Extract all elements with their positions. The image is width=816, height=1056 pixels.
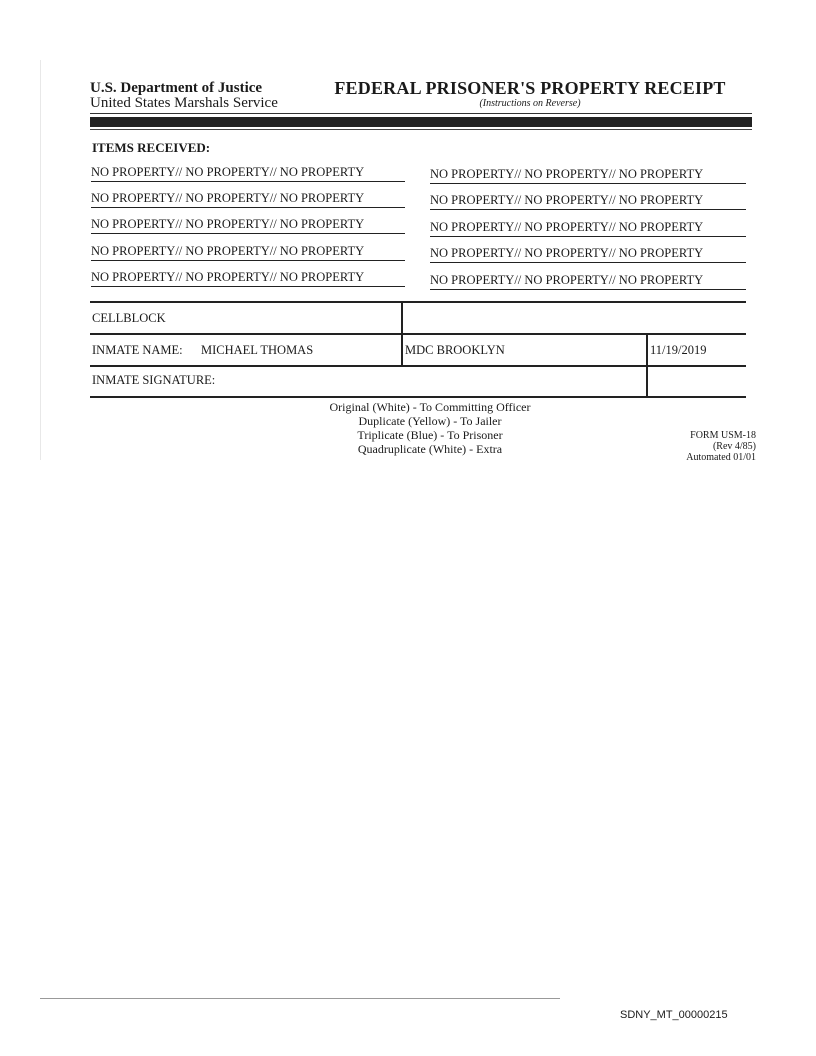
form-title: FEDERAL PRISONER'S PROPERTY RECEIPT: [334, 78, 726, 98]
grid-divider-center: [401, 301, 403, 365]
items-heading: ITEMS RECEIVED:: [92, 140, 211, 155]
distribution-line-2: Duplicate (Yellow) - To Jailer: [358, 414, 502, 428]
item-left-4: NO PROPERTY// NO PROPERTY// NO PROPERTY: [91, 242, 405, 261]
form-number: FORM USM-18: [690, 430, 756, 441]
grid-line-top: [90, 301, 746, 303]
header-rule-bottom: [90, 129, 752, 130]
item-right-2: NO PROPERTY// NO PROPERTY// NO PROPERTY: [430, 191, 746, 210]
item-left-3: NO PROPERTY// NO PROPERTY// NO PROPERTY: [91, 215, 405, 234]
agency-name: U.S. Department of Justice: [90, 80, 263, 96]
inmate-name-value: MICHAEL THOMAS: [201, 343, 314, 357]
date-value: 11/19/2019: [650, 343, 707, 357]
cellblock-label: CELLBLOCK: [92, 311, 166, 325]
inmate-name-label: INMATE NAME:: [92, 343, 183, 357]
grid-line-bottom: [90, 396, 746, 398]
inmate-signature-label: INMATE SIGNATURE:: [92, 373, 216, 387]
header-rule-top: [90, 113, 752, 114]
facility-value: MDC BROOKLYN: [405, 343, 505, 357]
item-right-1: NO PROPERTY// NO PROPERTY// NO PROPERTY: [430, 165, 746, 184]
bates-number: SDNY_MT_00000215: [620, 1009, 728, 1021]
item-left-2: NO PROPERTY// NO PROPERTY// NO PROPERTY: [91, 189, 405, 208]
item-right-3: NO PROPERTY// NO PROPERTY// NO PROPERTY: [430, 218, 746, 237]
form-automated: Automated 01/01: [686, 452, 756, 463]
distribution-line-1: Original (White) - To Committing Officer: [329, 400, 531, 414]
grid-line-2: [90, 333, 746, 335]
item-right-4: NO PROPERTY// NO PROPERTY// NO PROPERTY: [430, 244, 746, 263]
form-revision: (Rev 4/85): [712, 441, 756, 452]
header-rule-thick: [90, 117, 752, 127]
scan-margin-mark: [40, 60, 41, 460]
grid-divider-right: [646, 333, 648, 396]
agency-service: United States Marshals Service: [90, 95, 278, 111]
distribution-line-4: Quadruplicate (White) - Extra: [357, 442, 503, 456]
footer-rule: [40, 998, 560, 999]
item-right-5: NO PROPERTY// NO PROPERTY// NO PROPERTY: [430, 271, 746, 290]
item-left-5: NO PROPERTY// NO PROPERTY// NO PROPERTY: [91, 268, 405, 287]
distribution-line-3: Triplicate (Blue) - To Prisoner: [357, 428, 503, 442]
form-subtitle: (Instructions on Reverse): [479, 98, 581, 109]
item-left-1: NO PROPERTY// NO PROPERTY// NO PROPERTY: [91, 163, 405, 182]
grid-line-3: [90, 365, 746, 367]
